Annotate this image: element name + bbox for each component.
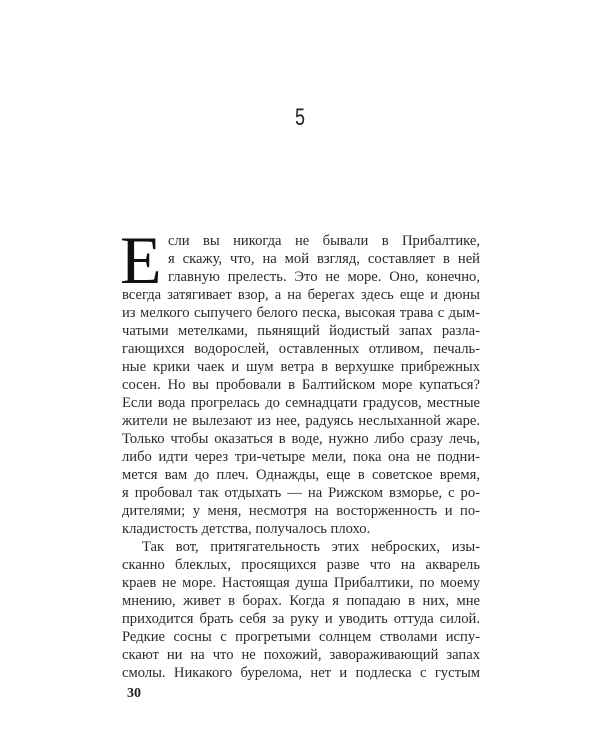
page-number: 30 xyxy=(127,686,141,701)
text-line: мется вам до плеч. Однажды, еще в советское время, xyxy=(122,467,480,483)
text-line: краев не море. Настоящая душа Прибалтики, по моему xyxy=(122,575,480,591)
text-line: гающихся водорослей, оставленных отливом, печаль- xyxy=(122,341,480,357)
text-line: я пробовал так отдыхать — на Рижском взморье, с ро- xyxy=(122,485,480,501)
text-line: Только чтобы оказаться в воде, нужно либо сразу лечь, xyxy=(122,431,480,447)
text-line: главную прелесть. Это не море. Оно, конечно, xyxy=(168,269,480,285)
text-line: либо идти через три-четыре мели, пока она не подни- xyxy=(122,449,480,465)
text-line: Если вода прогрелась до семнадцати градусов, местные xyxy=(122,395,480,411)
text-line: мнению, живет в борах. Когда я попадаю в них, мне xyxy=(122,593,480,609)
text-line: из мелкого сыпучего белого песка, высокая трава с дым- xyxy=(122,305,480,321)
text-line: скают ни на что не похожий, завораживающий запах xyxy=(122,647,480,663)
drop-cap: Е xyxy=(120,222,162,298)
text-line: всегда затягивает взор, а на берегах здесь еще и дюны xyxy=(122,287,480,303)
text-line: Редкие сосны с прогретыми солнцем стволами испу- xyxy=(122,629,480,645)
text-line: сли вы никогда не бывали в Прибалтике, xyxy=(168,233,480,249)
text-line: я скажу, что, на мой взгляд, составляет в ней xyxy=(168,251,480,267)
text-line: дителями; у меня, несмотря на восторженность и по- xyxy=(122,503,480,519)
text-line: ные крики чаек и шум ветра в верхушке прибрежных xyxy=(122,359,480,375)
text-line: сканно блеклых, просящихся разве что на акварель xyxy=(122,557,480,573)
text-line: жители не вылезают из нее, радуясь неслыханной жаре. xyxy=(122,413,480,429)
text-line: смолы. Никакого бурелома, нет и подлеска с густым xyxy=(122,665,480,681)
text-line: кладистость детства, получалось плохо. xyxy=(122,521,371,537)
text-line: приходится брать себя за руку и уводить оттуда силой. xyxy=(122,611,480,627)
body-text xyxy=(120,222,480,682)
text-line: чатыми метелками, пьянящий йодистый запах разла- xyxy=(122,323,480,339)
text-line: сосен. Но вы пробовали в Балтийском море купаться? xyxy=(122,377,480,393)
chapter-number: 5 xyxy=(294,104,306,131)
text-line: Так вот, притягательность этих неброских, изы- xyxy=(142,539,480,555)
